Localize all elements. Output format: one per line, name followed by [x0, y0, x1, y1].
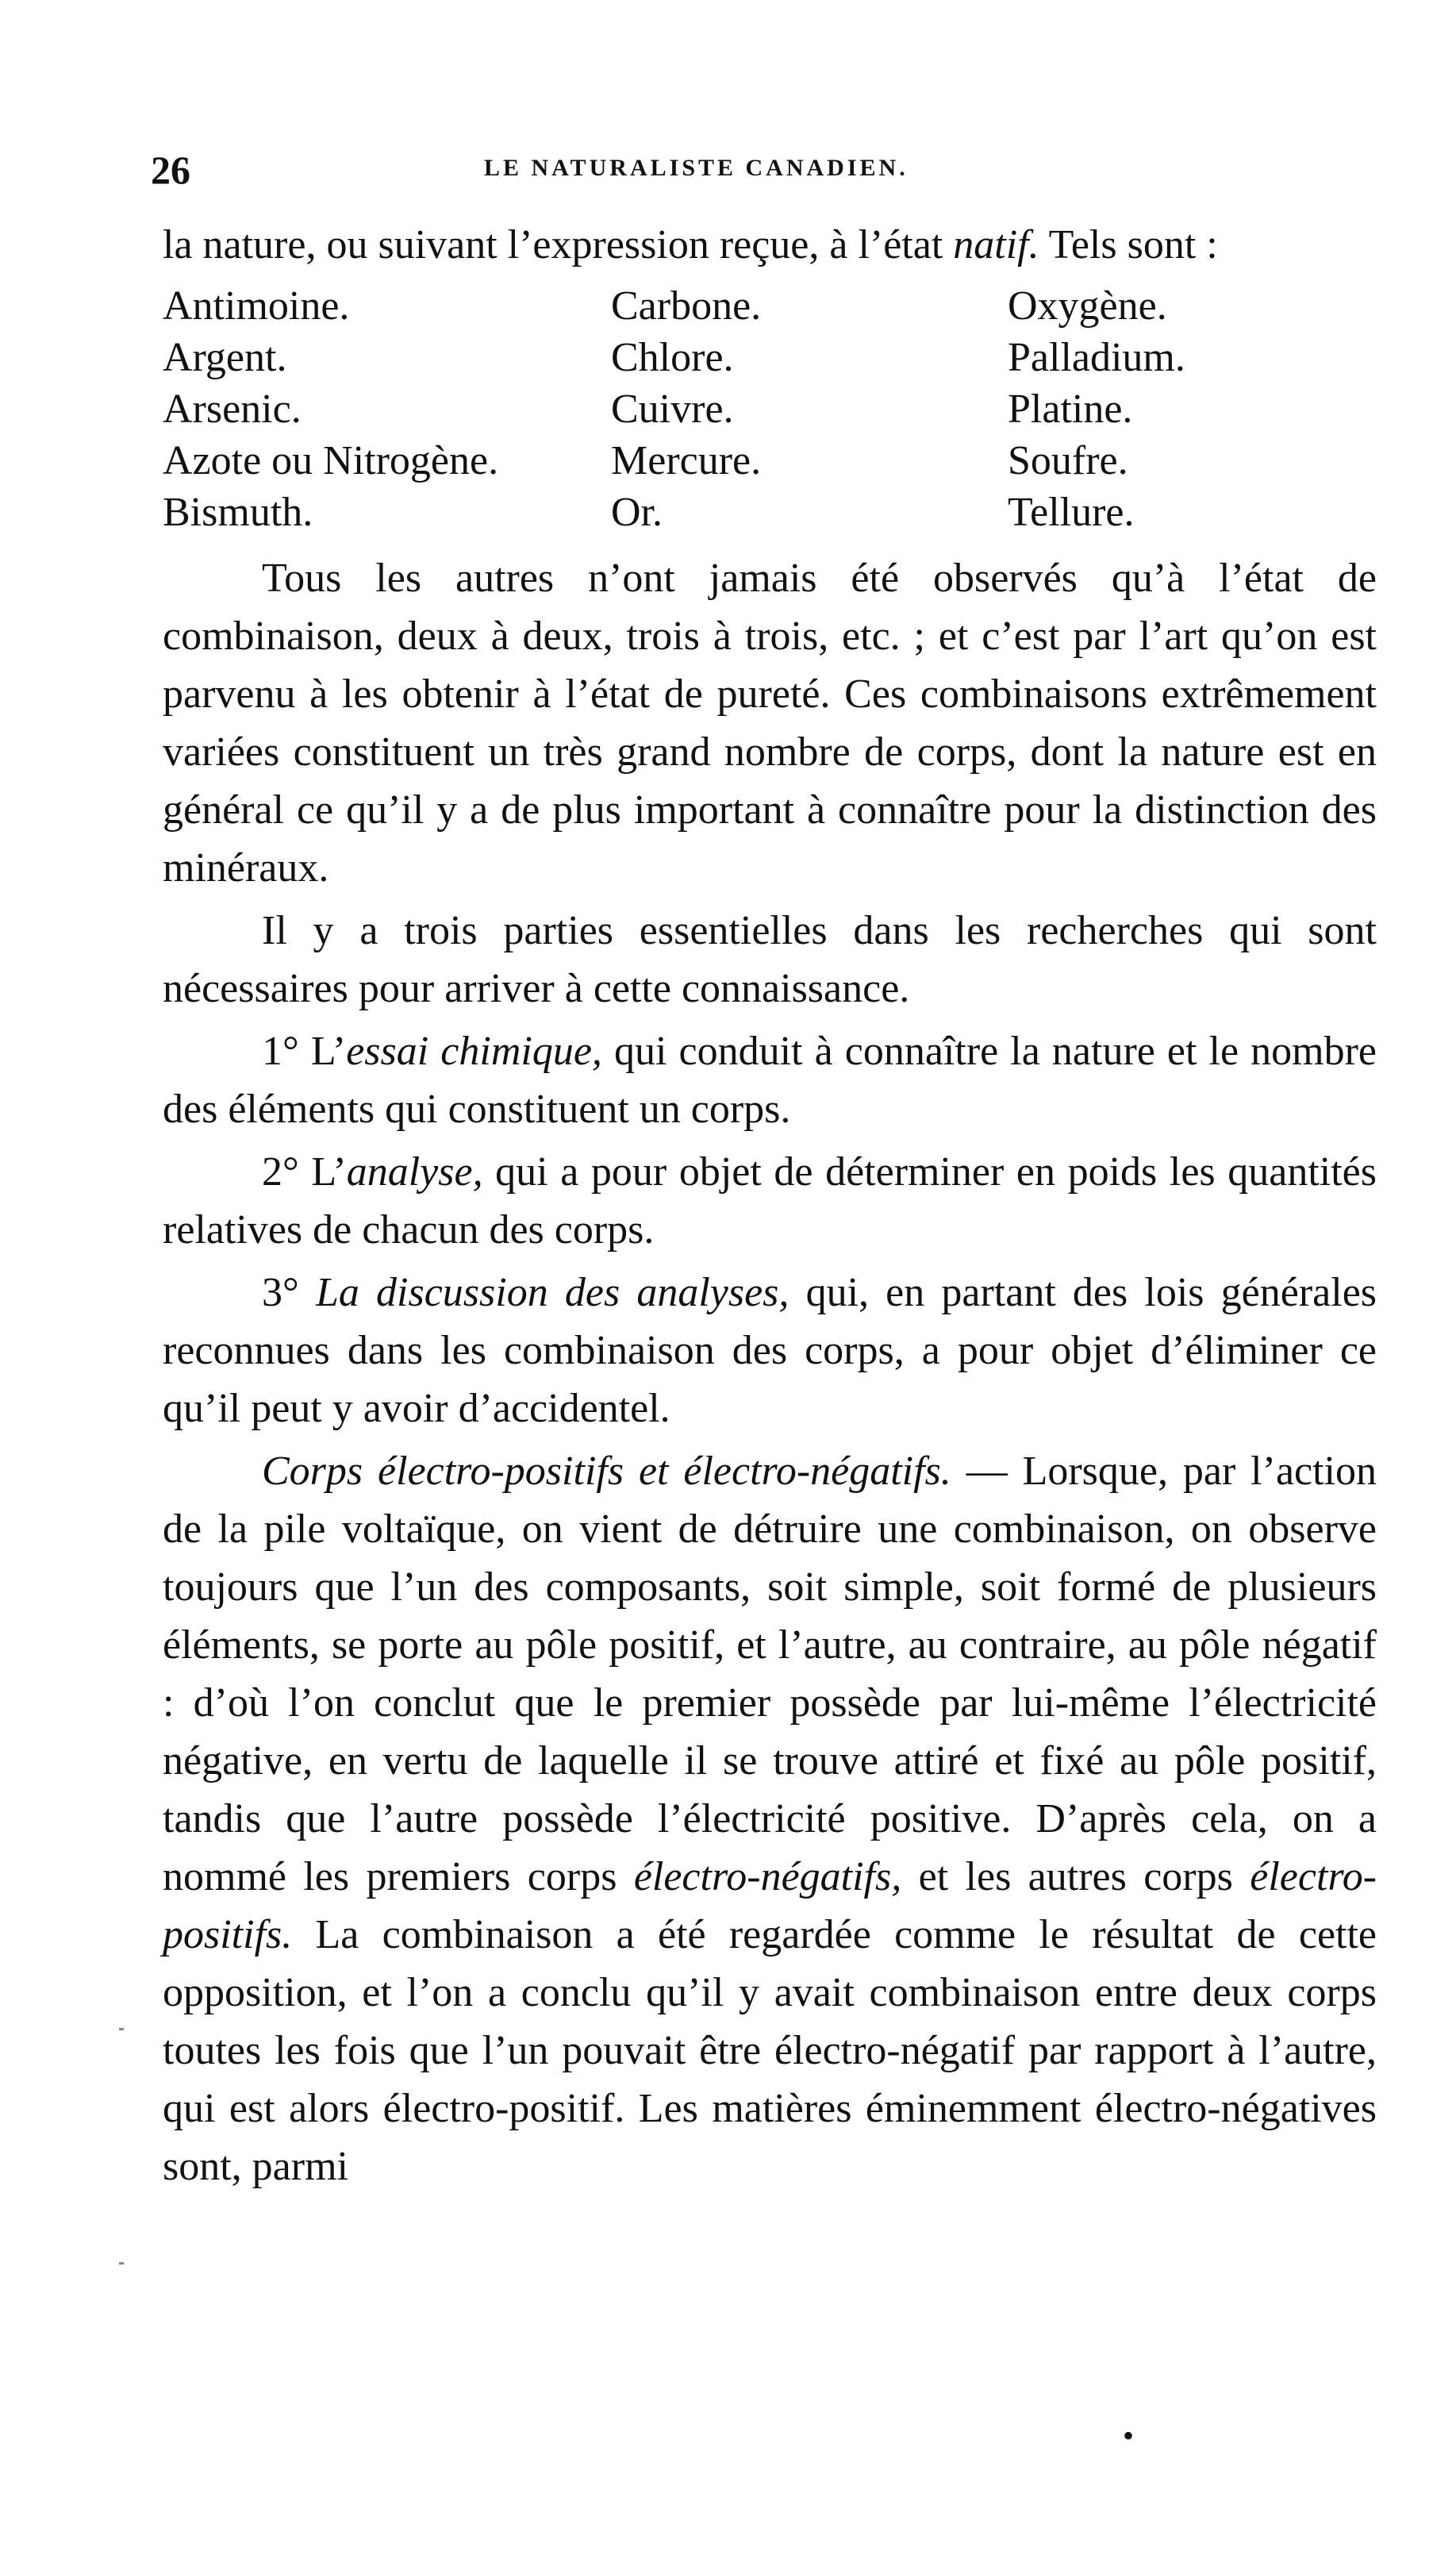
body-text	[163, 216, 1377, 2195]
paragraph-discussion	[163, 1264, 1377, 1437]
item-text: qui, en partant des lois générales reconnues dans les combinaison des corps, a pour objet d’éliminer ce qu’il peut y avoir d’accidentel.	[163, 1270, 1377, 1431]
margin-speck	[119, 2028, 124, 2030]
element-item: Platine.	[1008, 387, 1133, 432]
element-item: Carbone.	[611, 283, 762, 329]
footer-mark: •	[1123, 2418, 1135, 2453]
element-item: Azote ou Nitrogène.	[163, 438, 499, 483]
item-term: essai chimique,	[346, 1029, 602, 1074]
section-heading: Corps électro-positifs et électro-négatifs.	[262, 1449, 951, 1494]
term-electro-negatifs: électro-négatifs,	[633, 1854, 902, 1899]
elements-column-2	[611, 280, 1008, 538]
margin-speck	[119, 2262, 124, 2264]
element-item: Arsenic.	[163, 387, 302, 432]
item-number: 1° L’	[262, 1029, 347, 1074]
elements-column-1	[163, 280, 611, 538]
intro-text-end: Tels sont :	[1039, 222, 1218, 267]
element-item: Oxygène.	[1008, 283, 1167, 329]
natif-term: natif.	[953, 222, 1039, 267]
element-item: Antimoine.	[163, 283, 350, 329]
element-item: Mercure.	[611, 438, 762, 483]
page-number: 26	[151, 148, 190, 192]
running-head: LE NATURALISTE CANADIEN.	[484, 155, 909, 181]
element-item: Argent.	[163, 335, 287, 380]
element-item: Or.	[611, 490, 663, 535]
paragraph-analyse	[163, 1143, 1377, 1259]
item-text: qui a pour objet de déterminer en poids les quantités relatives de chacun des corps.	[163, 1149, 1377, 1252]
element-item: Bismuth.	[163, 490, 313, 535]
element-item: Tellure.	[1008, 490, 1135, 535]
section-text: — Lorsque, par l’action de la pile voltaïque, on vient de détruire une combinaison, on observe toujours que l’un des composants, soit simple, soit formé de plusieurs éléments, se porte au pôle positif, et l’autre, au contraire, au pôle négatif : d’où l’on conclut que le premier possède par lui-même l’électricité négative, en vertu de laquelle il se trouve attiré et fixé au pôle positif, tandis que l’autre possède l’électricité positive. D’après cela, on a nommé les premiers corps	[163, 1449, 1377, 1899]
item-number: 2° L’	[262, 1149, 347, 1195]
element-item: Soufre.	[1008, 438, 1128, 483]
item-number: 3°	[262, 1270, 316, 1315]
item-term: analyse,	[346, 1149, 483, 1195]
element-item: Cuivre.	[611, 387, 734, 432]
page-header	[0, 147, 1456, 194]
native-elements-list	[163, 280, 1377, 538]
section-text: La combinaison a été regardée comme le résultat de cette opposition, et l’on a conclu qu’il y avait combinaison entre deux corps toutes les fois que l’un pouvait être électro-négatif par rapport à l’autre, qui est alors électro-positif. Les matières éminemment électro-négatives sont, parmi	[163, 1912, 1377, 2189]
paragraph-electro-bodies	[163, 1442, 1377, 2195]
element-item: Palladium.	[1008, 335, 1185, 380]
paragraph-essai-chimique	[163, 1022, 1377, 1138]
paragraph-combinations: Tous les autres n’ont jamais été observés qu’à l’état de combinaison, deux à deux, trois à trois, etc. ; et c’est par l’art qu’on est parvenu à les obtenir à l’état de pureté. Ces combinaisons extrêmement variées constituent un très grand nombre de corps, dont la nature est en général ce qu’il y a de plus important à connaître pour la distinction des minéraux.	[163, 556, 1377, 891]
intro-text: la nature, ou suivant l’expression reçue, à l’état	[163, 222, 954, 267]
paragraph-three-parts: Il y a trois parties essentielles dans les recherches qui sont nécessaires pour arriver à cette connaissance.	[163, 908, 1377, 1011]
elements-column-3	[1008, 280, 1377, 538]
item-term: La discussion des analyses,	[315, 1270, 789, 1315]
term-electro-positifs: électro-positifs.	[163, 1854, 1377, 1957]
intro-paragraph	[163, 216, 1377, 274]
section-text: et les autres corps	[901, 1854, 1250, 1899]
element-item: Chlore.	[611, 335, 734, 380]
item-text: qui conduit à connaître la nature et le nombre des éléments qui constituent un corps.	[163, 1029, 1377, 1132]
